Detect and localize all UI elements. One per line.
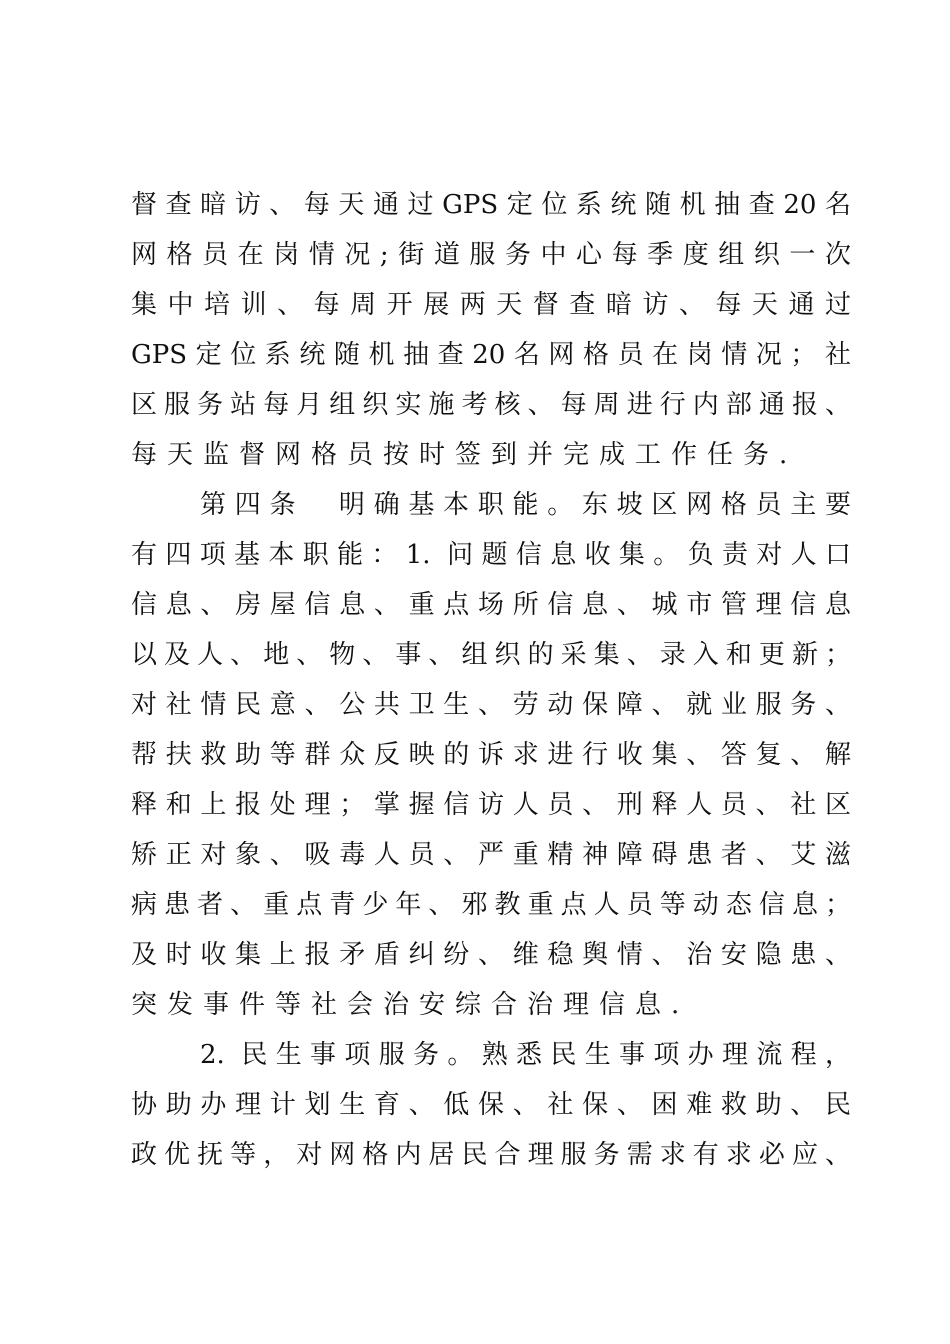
text-line: 矫正对象、吸毒人员、严重精神障碍患者、艾滋: [131, 840, 851, 870]
text-line: 病患者、重点青少年、邪教重点人员等动态信息；: [131, 890, 851, 920]
text-line: 帮扶救助等群众反映的诉求进行收集、答复、解: [131, 740, 851, 770]
text-line: 对社情民意、公共卫生、劳动保障、就业服务、: [131, 690, 851, 720]
article-heading-line: 第四条 明确基本职能。东坡区网格员主要: [200, 490, 851, 520]
text-line: 集中培训、每周开展两天督查暗访、每天通过: [131, 290, 851, 320]
text-line: 以及人、地、物、事、组织的采集、录入和更新；: [131, 640, 851, 670]
text-line: 区服务站每月组织实施考核、每周进行内部通报、: [131, 390, 851, 420]
text-line: 每天监督网格员按时签到并完成工作任务.: [131, 440, 798, 470]
text-line: 突发事件等社会治安综合治理信息.: [131, 990, 690, 1020]
text-line: 信息、房屋信息、重点场所信息、城市管理信息: [131, 590, 851, 620]
body-text: [131, 180, 851, 1180]
text-line: 网格员在岗情况;街道服务中心每季度组织一次: [131, 240, 851, 270]
text-line: 有四项基本职能：1. 问题信息收集。负责对人口: [131, 540, 851, 570]
text-line: 释和上报处理；掌握信访人员、刑释人员、社区: [131, 790, 851, 820]
text-line: 协助办理计划生育、低保、社保、困难救助、民: [131, 1090, 851, 1120]
item-heading-line: 2. 民生事项服务。熟悉民生事项办理流程，: [200, 1040, 851, 1070]
text-line: 政优抚等，对网格内居民合理服务需求有求必应、: [131, 1140, 851, 1170]
text-line: 及时收集上报矛盾纠纷、维稳舆情、治安隐患、: [131, 940, 851, 970]
text-line: 督查暗访、每天通过GPS定位系统随机抽查20名: [131, 190, 851, 220]
text-line: GPS定位系统随机抽查20名网格员在岗情况；社: [131, 340, 851, 370]
